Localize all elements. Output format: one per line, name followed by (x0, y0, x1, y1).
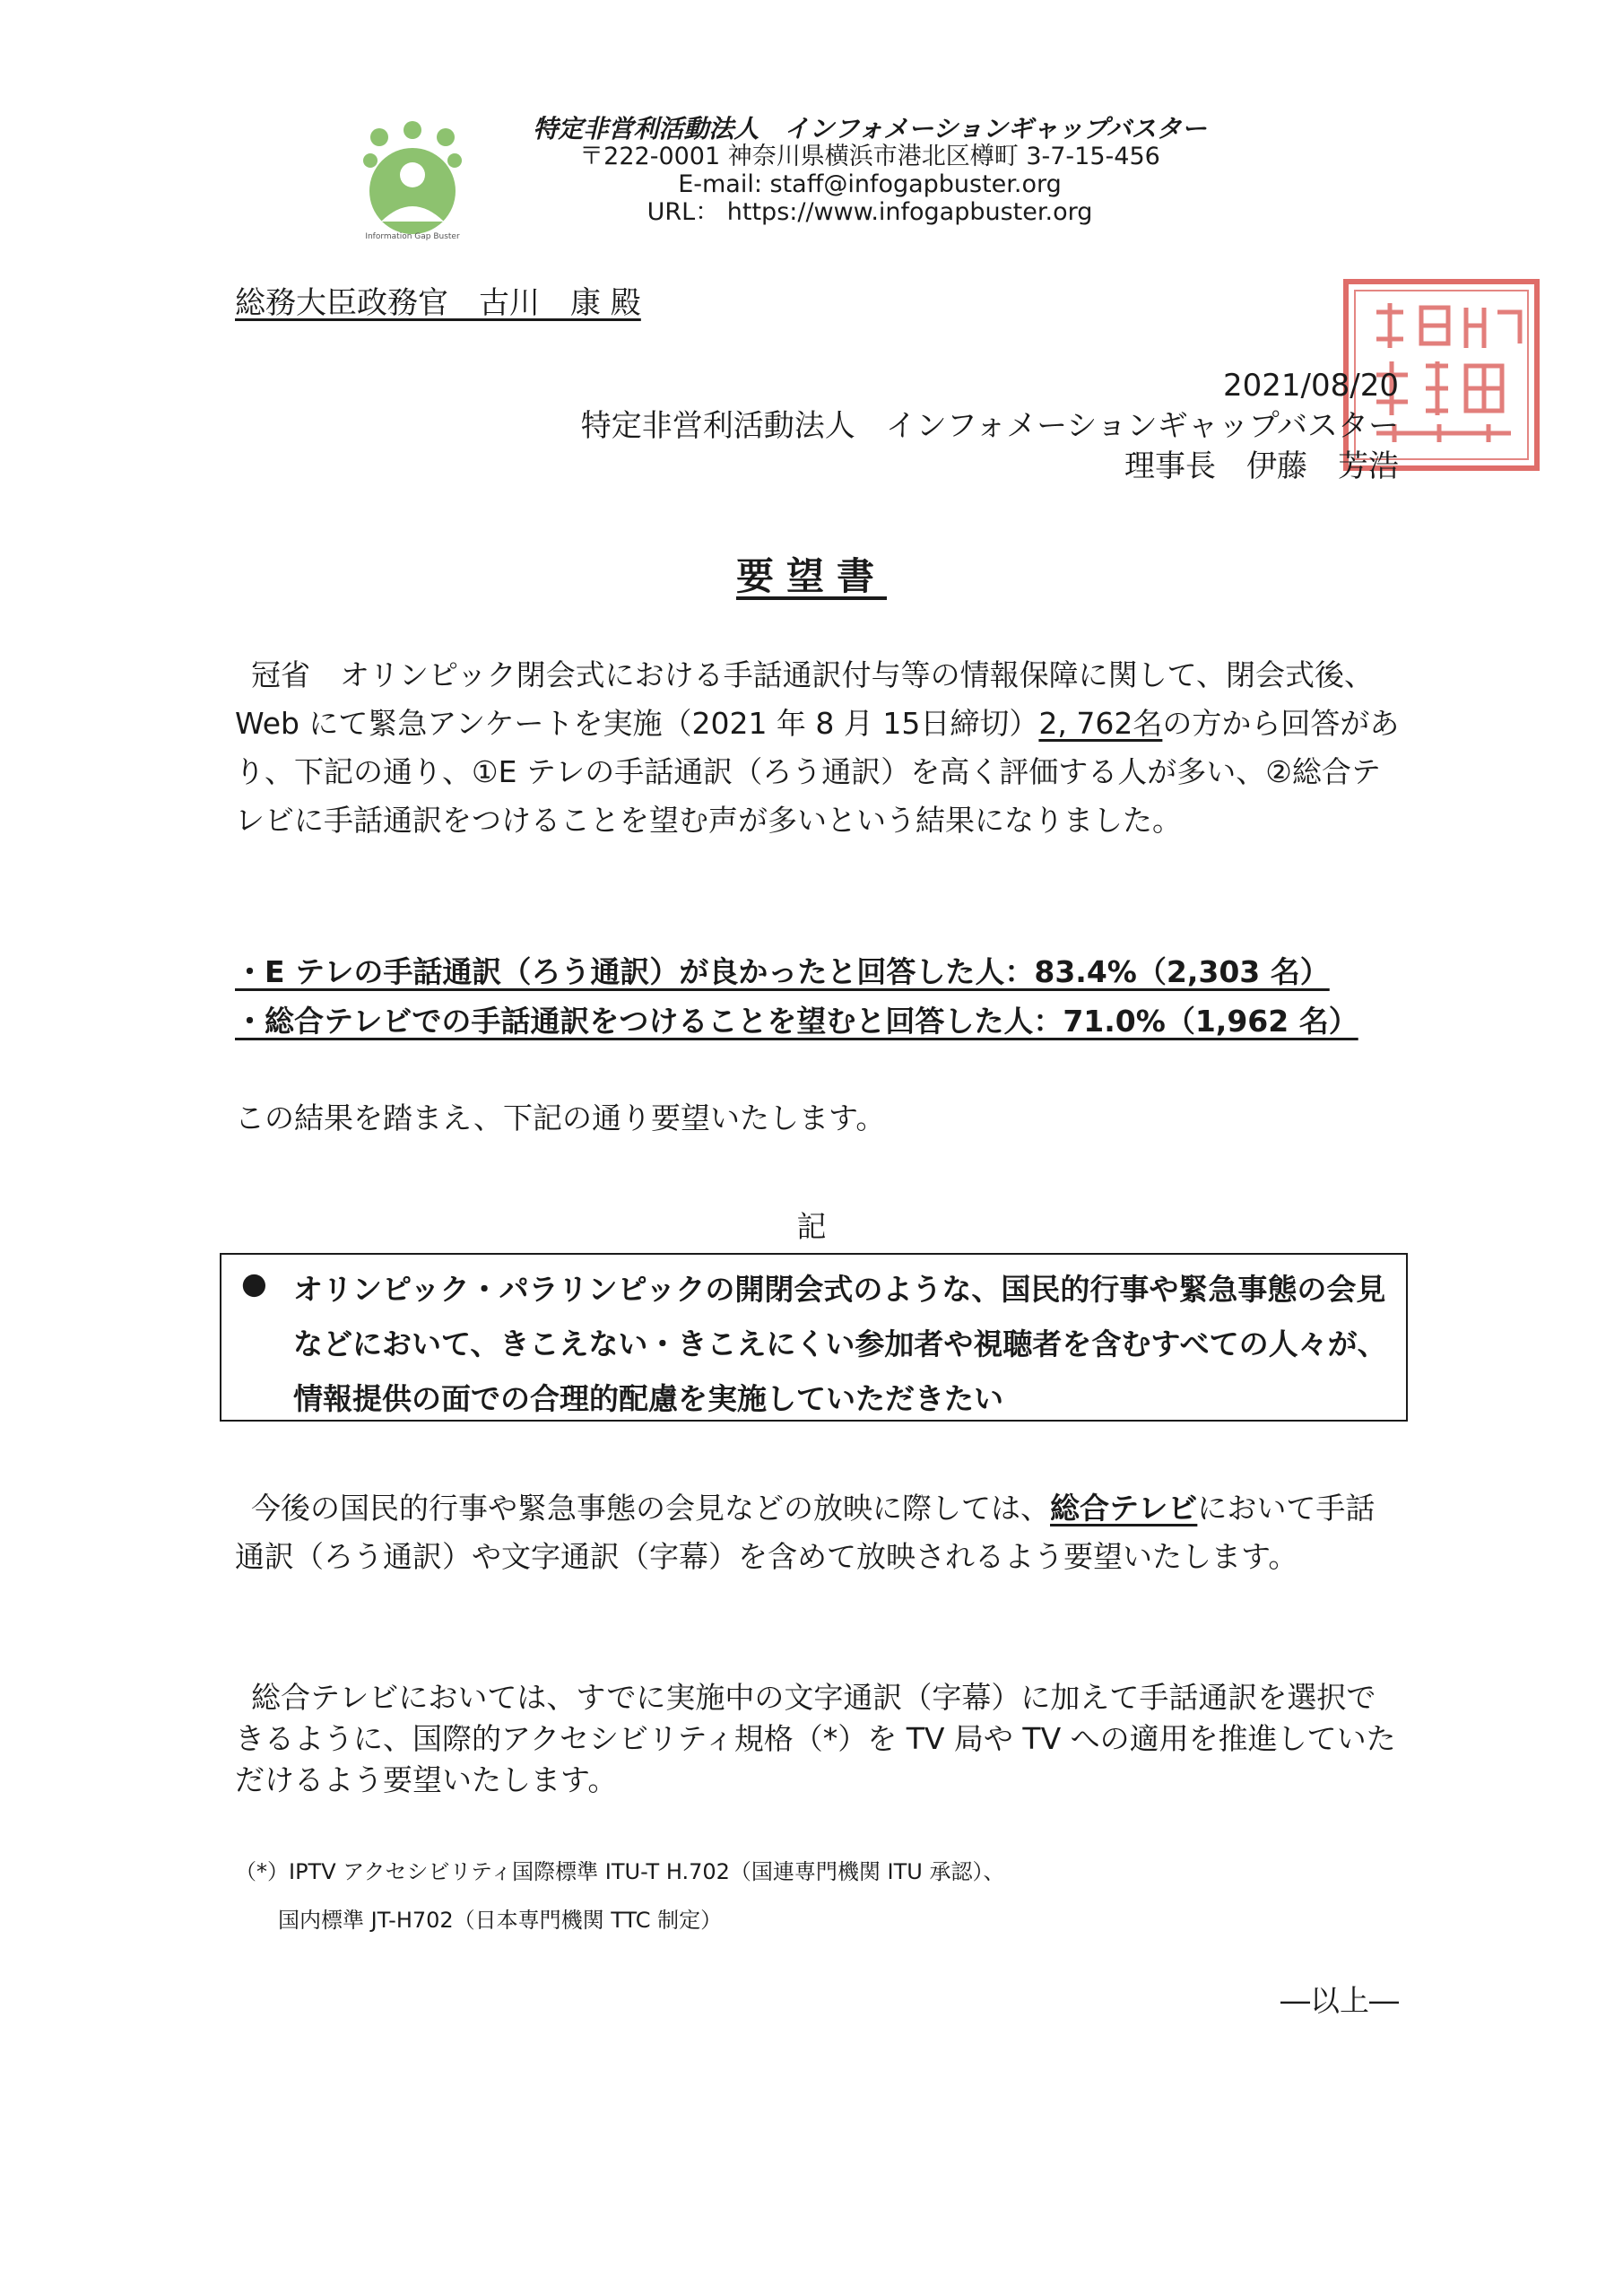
letterhead-url: URL： https://www.infogapbuster.org (647, 198, 1093, 226)
org-logo (354, 121, 471, 247)
request-box (220, 1253, 1408, 1422)
letterhead-email: E-mail: staff@infogapbuster.org (678, 170, 1062, 198)
para3-emphasis: 総合テレビ (1050, 1491, 1198, 1526)
survey-results (235, 947, 1401, 1046)
footnotes (235, 1848, 1004, 1944)
footnote-2: 国内標準 JT-H702（日本専門機関 TTC 制定） (278, 1908, 723, 1933)
footnote-1: （*）IPTV アクセシビリティ国際標準 ITU-T H.702（国連専門機関 ITU 承認）、 (235, 1859, 1005, 1884)
letterhead-address: 〒222-0001 神奈川県横浜市港北区樽町 3-7-15-456 (579, 143, 1160, 170)
sender-org: 特定非営利活動法人 インフォメーションギャップバスター (580, 408, 1399, 444)
sender-block (538, 366, 1399, 487)
logo-graphic (354, 121, 471, 247)
lead-sentence: この結果を踏まえ、下記の通り要望いたします。 (235, 1100, 886, 1135)
bullet-icon: ● (241, 1265, 267, 1300)
document-title (0, 547, 1623, 601)
request-text: オリンピック・パラリンピックの開閉会式のような、国民的行事や緊急事態の会見などにおいて、きこえない・きこえにくい参加者や視聴者を含むすべての人々が、情報提供の面での合理的配慮を実施していただきたい (293, 1272, 1387, 1416)
document-date: 2021/08/20 (1223, 368, 1399, 404)
intro-paragraph (235, 651, 1401, 845)
intro-part2: の方から回答があり、下記の通り、①E テレの手話通訳（ろう通訳）を高く評価する人が多い、②総合テレビに手話通訳をつけることを望む声が多いという結果になりました。 (235, 706, 1400, 838)
request-paragraph-2: 総合テレビにおいては、すでに実施中の文字通訳（字幕）に加えて手話通訳を選択できるように、国際的アクセシビリティ規格（*）を TV 局や TV への適用を推進していただけるよう要望いたします。 (235, 1680, 1396, 1797)
request-paragraph-1 (235, 1484, 1401, 1581)
closing-mark: ―以上― (1280, 1983, 1399, 2018)
ki-heading: 記 (796, 1209, 827, 1244)
result-etv: ・E テレの手話通訳（ろう通訳）が良かったと回答した人：83.4%（2,303 名） (235, 954, 1330, 989)
sender-representative: 理事長 伊藤 芳浩 (1124, 448, 1399, 484)
document-title-text: 要望書 (735, 554, 887, 598)
para3-part1: 今後の国民的行事や緊急事態の会見などの放映に際しては、 (251, 1491, 1050, 1526)
logo-caption: Information Gap Buster (365, 232, 460, 241)
letterhead-org-name: 特定非営利活動法人 インフォメーションギャップバスター (533, 114, 1207, 144)
para3-part2: において手話通訳（ろう通訳）や文字通訳（字幕）を含めて放映されるよう要望いたします。 (235, 1491, 1376, 1574)
addressee: 総務大臣政務官 古川 康 殿 (235, 285, 641, 321)
letterhead (502, 115, 1237, 226)
result-general-tv: ・総合テレビでの手話通訳をつけることを望むと回答した人：71.0%（1,962 名） (235, 1004, 1358, 1039)
intro-part1: 冠省 オリンピック閉会式における手話通訳付与等の情報保障に関して、閉会式後、Web にて緊急アンケートを実施（2021 年 8 月 15日締切） (235, 657, 1375, 741)
respondent-count: 2, 762名 (1038, 706, 1163, 741)
